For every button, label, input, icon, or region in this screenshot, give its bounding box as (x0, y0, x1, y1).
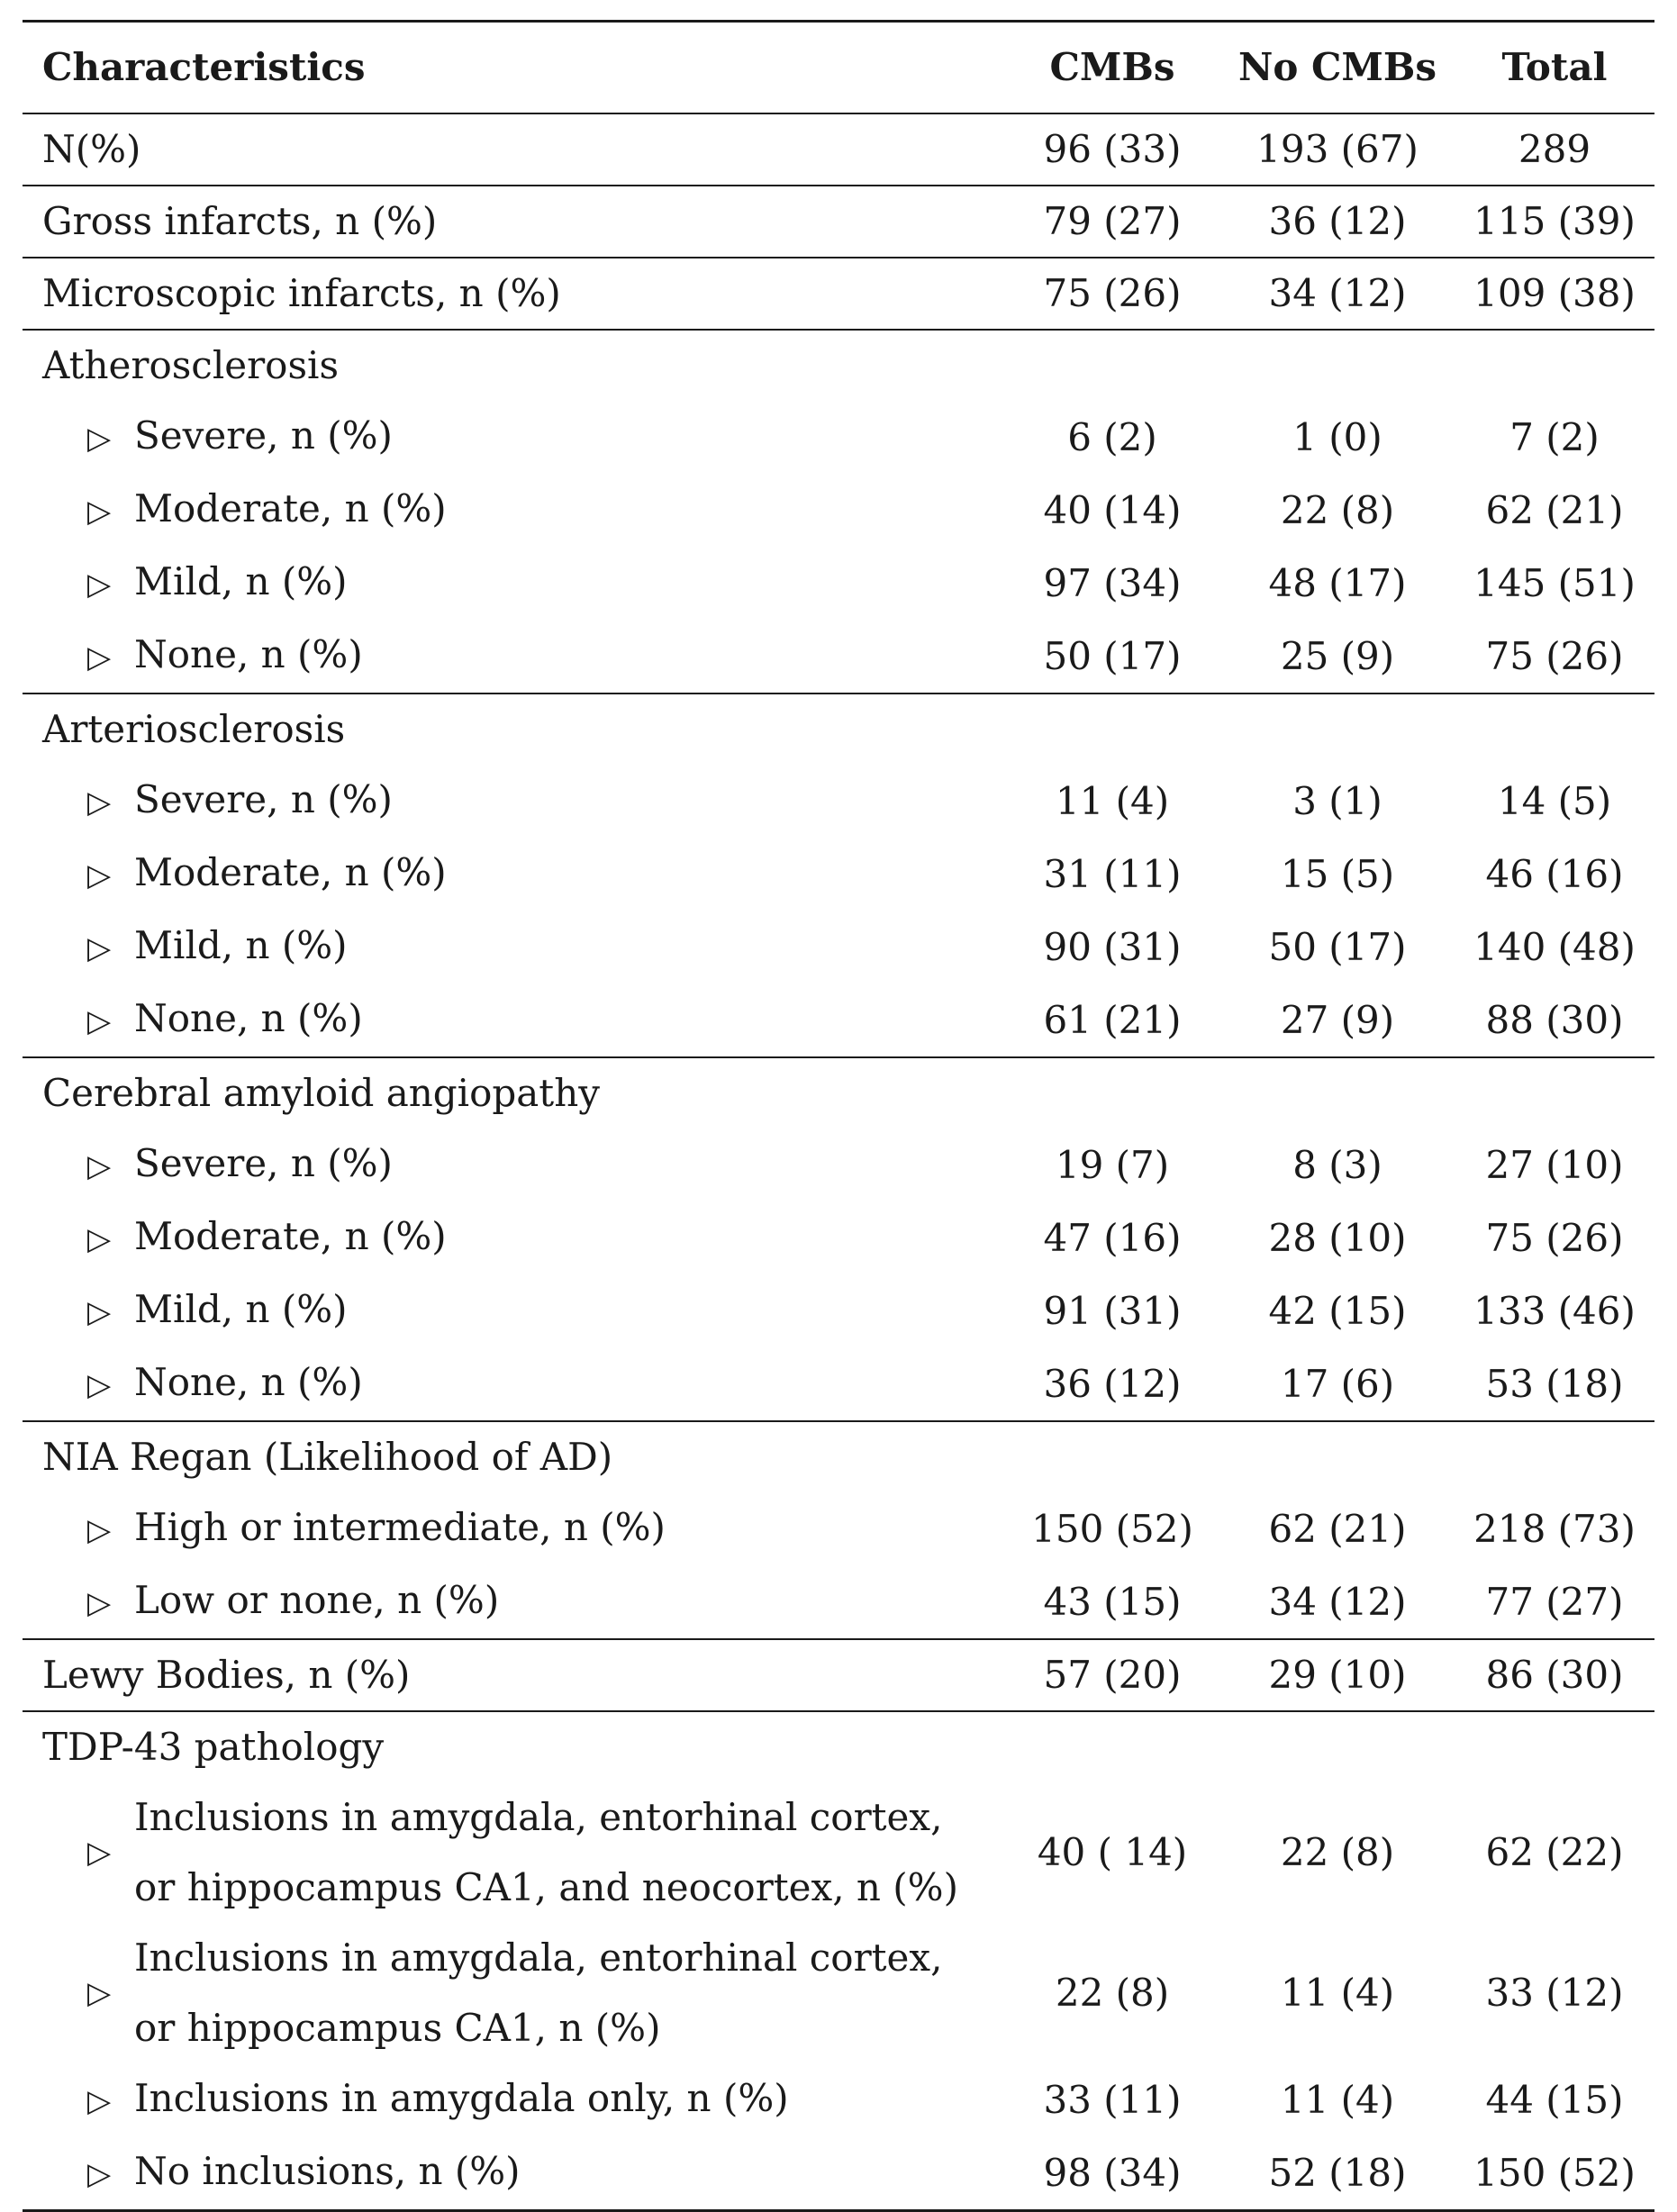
cell-cmbs: 40 (14) (1043, 487, 1182, 532)
cell-cmbs: 50 (17) (1043, 633, 1182, 678)
table-row (23, 911, 1654, 984)
cell-no-cmbs: 36 (12) (1220, 186, 1455, 258)
cell-cmbs: 31 (11) (1043, 851, 1182, 896)
row-label: ▷ Inclusions in amygdala only, n (%) (23, 2063, 1004, 2136)
triangle-icon: ▷ (87, 494, 112, 530)
triangle-icon: ▷ (87, 1585, 112, 1621)
row-label: ▷ High or intermediate, n (%) (23, 1492, 1004, 1565)
row-label: ▷ Moderate, n (%) (23, 838, 1004, 911)
cell-no-cmbs: 17 (6) (1280, 1361, 1395, 1406)
section-heading-row (23, 1057, 1654, 1129)
cell-no-cmbs: 29 (10) (1220, 1639, 1455, 1711)
row-label: ▷ None, n (%) (23, 1347, 1004, 1421)
triangle-icon: ▷ (87, 421, 112, 457)
table-row (23, 1274, 1654, 1347)
cell-cmbs: 96 (33) (1004, 113, 1220, 186)
triangle-icon: ▷ (87, 857, 112, 893)
triangle-icon: ▷ (87, 1835, 112, 1871)
triangle-icon: ▷ (87, 567, 112, 603)
cell-no-cmbs: 1 (0) (1292, 414, 1382, 459)
row-label: ▷ Severe, n (%) (23, 401, 1004, 474)
table-row (23, 1129, 1654, 1201)
table-row (23, 1639, 1654, 1711)
cell-total: 115 (39) (1455, 186, 1654, 258)
cell-total: 53 (18) (1485, 1361, 1624, 1406)
cell-cmbs: 43 (15) (1043, 1579, 1182, 1624)
row-label: Gross infarcts, n (%) (23, 186, 1004, 258)
cell-no-cmbs: 50 (17) (1268, 924, 1407, 969)
row-label: ▷ Moderate, n (%) (23, 1201, 1004, 1274)
table-row (23, 401, 1654, 474)
row-label: ▷ Low or none, n (%) (23, 1565, 1004, 1639)
table-row (23, 1201, 1654, 1274)
cell-no-cmbs: 42 (15) (1268, 1288, 1407, 1333)
table-row (23, 1347, 1654, 1421)
cell-no-cmbs: 62 (21) (1268, 1506, 1407, 1551)
table-row (23, 1923, 1654, 2063)
table-row (23, 186, 1654, 258)
header-characteristics: Characteristics (23, 22, 1004, 114)
cell-cmbs: 91 (31) (1043, 1288, 1182, 1333)
header-cmbs: CMBs (1004, 22, 1220, 114)
triangle-icon: ▷ (87, 639, 112, 675)
triangle-icon: ▷ (87, 1148, 112, 1184)
cell-no-cmbs: 28 (10) (1268, 1215, 1407, 1260)
cell-cmbs: 47 (16) (1043, 1215, 1182, 1260)
table-row (23, 1782, 1654, 1923)
cell-no-cmbs: 25 (9) (1280, 633, 1395, 678)
section-title: TDP-43 pathology (23, 1711, 1654, 1782)
cell-cmbs: 36 (12) (1043, 1361, 1182, 1406)
section-title: Atherosclerosis (23, 330, 1654, 401)
cell-no-cmbs: 193 (67) (1220, 113, 1455, 186)
row-label: ▷ None, n (%) (23, 984, 1004, 1057)
cell-total: 289 (1455, 113, 1654, 186)
cell-cmbs: 75 (26) (1004, 258, 1220, 330)
cell-no-cmbs: 3 (1) (1292, 778, 1382, 823)
cell-total: 27 (10) (1485, 1142, 1624, 1187)
header-no-cmbs: No CMBs (1220, 22, 1455, 114)
section-heading-row (23, 330, 1654, 401)
cell-no-cmbs: 27 (9) (1280, 997, 1395, 1042)
cell-no-cmbs: 11 (4) (1280, 1971, 1395, 2015)
row-label: ▷ Inclusions in amygdala, entorhinal cortex, or hippocampus CA1, n (%) (87, 1936, 943, 2050)
cell-cmbs: 57 (20) (1004, 1639, 1220, 1711)
triangle-icon: ▷ (87, 2156, 112, 2192)
cell-total: 145 (51) (1473, 560, 1636, 605)
pathology-table-page (23, 20, 1654, 2212)
row-label: ▷ Inclusions in amygdala, entorhinal cortex, or hippocampus CA1, and neocortex, n (%) (87, 1795, 958, 1909)
table-row (23, 620, 1654, 694)
cell-total: 133 (46) (1473, 1288, 1636, 1333)
cell-no-cmbs: 52 (18) (1220, 2136, 1455, 2211)
pathology-table (23, 20, 1654, 2212)
cell-cmbs: 22 (8) (1055, 1971, 1170, 2015)
cell-total: 14 (5) (1497, 778, 1612, 823)
table-row (23, 765, 1654, 838)
triangle-icon: ▷ (87, 784, 112, 820)
table-row (23, 547, 1654, 620)
table-row (23, 258, 1654, 330)
cell-total: 46 (16) (1485, 851, 1624, 896)
triangle-icon: ▷ (87, 1975, 112, 2011)
section-title: Cerebral amyloid angiopathy (23, 1057, 1654, 1129)
cell-total: 7 (2) (1509, 414, 1600, 459)
triangle-icon: ▷ (87, 1367, 112, 1403)
cell-cmbs: 11 (4) (1055, 778, 1170, 823)
cell-total: 150 (52) (1455, 2136, 1654, 2211)
cell-no-cmbs: 34 (12) (1268, 1579, 1407, 1624)
cell-no-cmbs: 48 (17) (1268, 560, 1407, 605)
row-label: ▷ Severe, n (%) (23, 1129, 1004, 1201)
cell-no-cmbs: 22 (8) (1280, 487, 1395, 532)
cell-total: 75 (26) (1485, 1215, 1624, 1260)
cell-total: 86 (30) (1455, 1639, 1654, 1711)
cell-total: 77 (27) (1485, 1579, 1624, 1624)
row-label: ▷ Severe, n (%) (23, 765, 1004, 838)
cell-total: 44 (15) (1485, 2077, 1624, 2122)
cell-cmbs: 98 (34) (1004, 2136, 1220, 2211)
cell-cmbs: 6 (2) (1067, 414, 1157, 459)
cell-total: 62 (22) (1485, 1830, 1624, 1874)
cell-no-cmbs: 11 (4) (1280, 2077, 1395, 2122)
row-label: Microscopic infarcts, n (%) (23, 258, 1004, 330)
section-heading-row (23, 1711, 1654, 1782)
cell-cmbs: 40 ( 14) (1037, 1830, 1188, 1874)
table-row (23, 984, 1654, 1057)
header-total: Total (1455, 22, 1654, 114)
row-label: ▷ Moderate, n (%) (23, 474, 1004, 547)
triangle-icon: ▷ (87, 1294, 112, 1330)
row-label: N(%) (23, 113, 1004, 186)
row-label: Lewy Bodies, n (%) (23, 1639, 1004, 1711)
triangle-icon: ▷ (87, 930, 112, 966)
cell-total: 62 (21) (1485, 487, 1624, 532)
triangle-icon: ▷ (87, 1512, 112, 1548)
header-row (23, 22, 1654, 114)
row-label: ▷ Mild, n (%) (23, 547, 1004, 620)
row-label: ▷ No inclusions, n (%) (23, 2136, 1004, 2211)
row-label: ▷ Mild, n (%) (23, 1274, 1004, 1347)
cell-cmbs: 90 (31) (1043, 924, 1182, 969)
cell-total: 109 (38) (1455, 258, 1654, 330)
section-heading-row (23, 1421, 1654, 1492)
table-row (23, 1565, 1654, 1639)
cell-cmbs: 61 (21) (1043, 997, 1182, 1042)
table-row (23, 838, 1654, 911)
cell-cmbs: 79 (27) (1004, 186, 1220, 258)
row-label: ▷ None, n (%) (23, 620, 1004, 694)
cell-cmbs: 97 (34) (1043, 560, 1182, 605)
cell-cmbs: 33 (11) (1043, 2077, 1182, 2122)
table-row (23, 474, 1654, 547)
cell-cmbs: 150 (52) (1031, 1506, 1193, 1551)
triangle-icon: ▷ (87, 2083, 112, 2119)
cell-no-cmbs: 8 (3) (1292, 1142, 1382, 1187)
cell-total: 33 (12) (1485, 1971, 1624, 2015)
table-row (23, 2063, 1654, 2136)
table-row (23, 1492, 1654, 1565)
table-row (23, 113, 1654, 186)
cell-no-cmbs: 22 (8) (1280, 1830, 1395, 1874)
triangle-icon: ▷ (87, 1003, 112, 1039)
cell-total: 88 (30) (1485, 997, 1624, 1042)
cell-total: 75 (26) (1485, 633, 1624, 678)
section-heading-row (23, 694, 1654, 765)
cell-no-cmbs: 34 (12) (1220, 258, 1455, 330)
cell-total: 140 (48) (1473, 924, 1636, 969)
cell-no-cmbs: 15 (5) (1280, 851, 1395, 896)
cell-total: 218 (73) (1473, 1506, 1636, 1551)
section-title: Arteriosclerosis (23, 694, 1654, 765)
triangle-icon: ▷ (87, 1221, 112, 1257)
section-title: NIA Regan (Likelihood of AD) (23, 1421, 1654, 1492)
cell-cmbs: 19 (7) (1055, 1142, 1170, 1187)
table-row (23, 2136, 1654, 2211)
row-label: ▷ Mild, n (%) (23, 911, 1004, 984)
